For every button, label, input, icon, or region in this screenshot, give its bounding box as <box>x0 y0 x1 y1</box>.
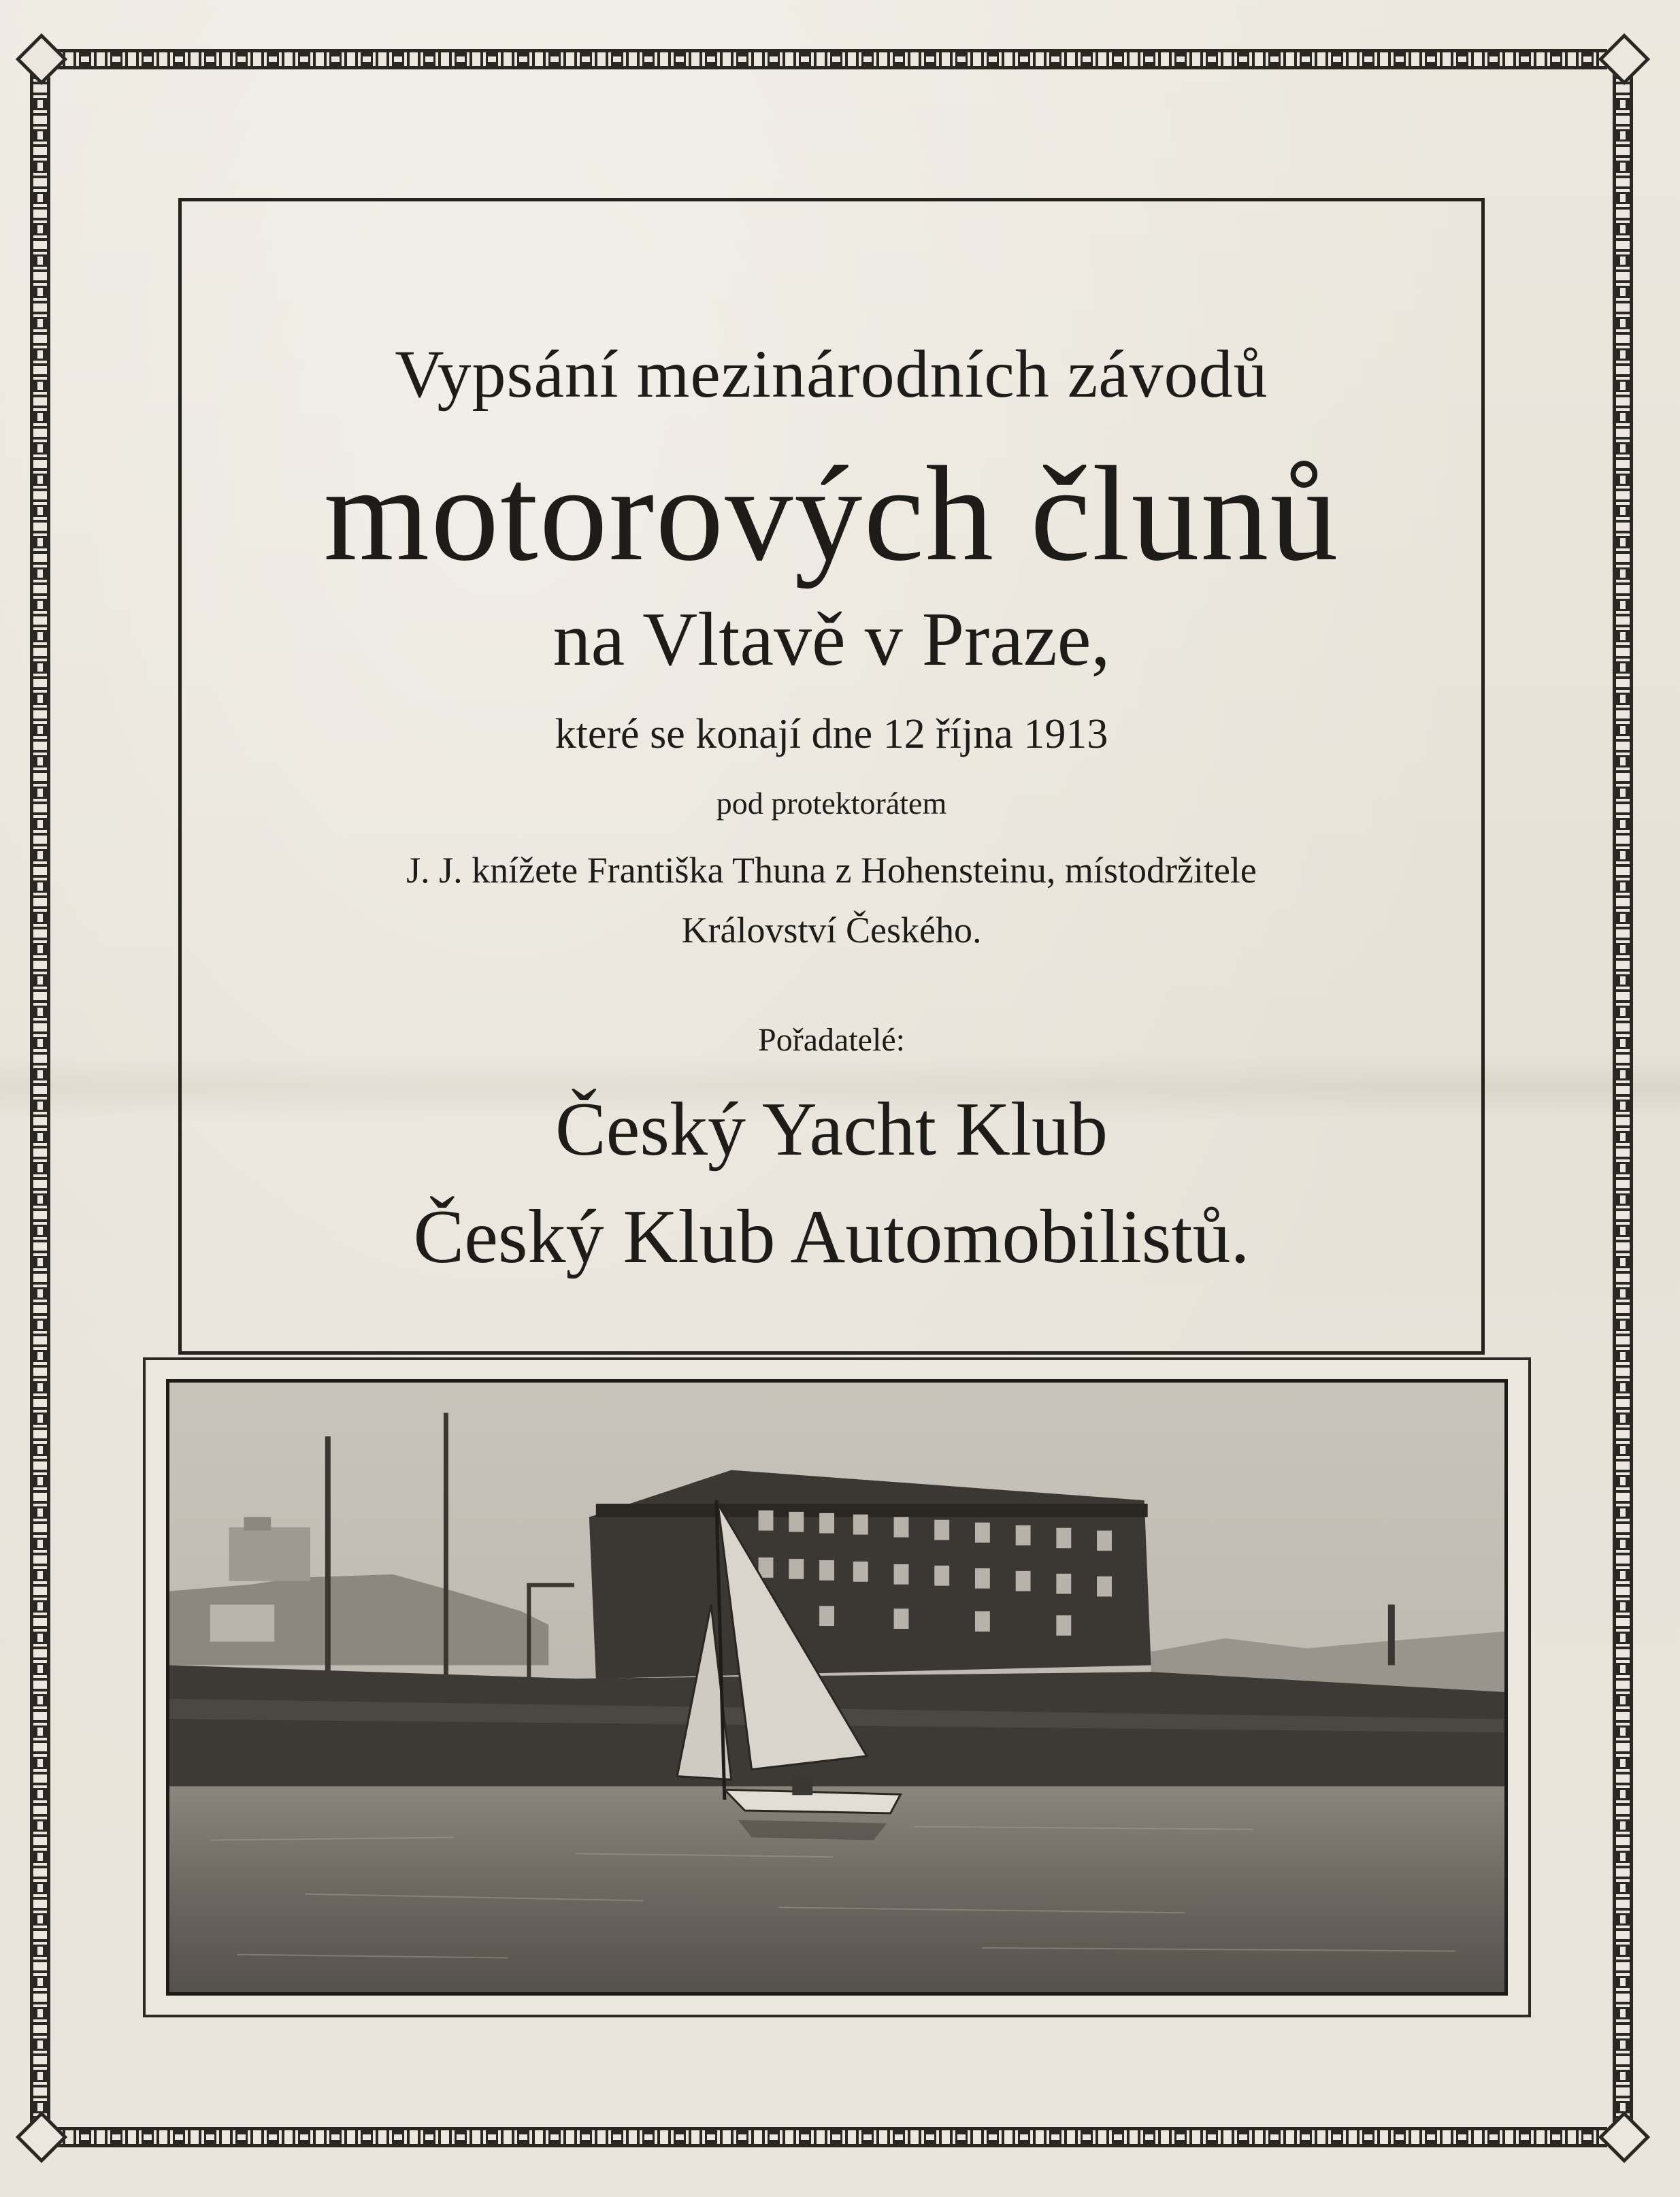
sailboat-photo-image <box>169 1383 1504 1992</box>
pole <box>325 1436 331 1692</box>
race-date: které se konají dne 12 října 1913 <box>555 711 1108 757</box>
organizers-label: Pořadatelé: <box>758 1022 905 1058</box>
river-water <box>169 1786 1504 1992</box>
crane-arm <box>527 1583 574 1587</box>
announcement-subtitle: Vypsání mezinárodních závodů <box>395 336 1268 412</box>
castle-building <box>229 1527 310 1581</box>
patron-title: Království Českého. <box>681 910 982 951</box>
organizer-2: Český Klub Automobilistů. <box>413 1195 1250 1279</box>
organizer-1: Český Yacht Klub <box>555 1087 1108 1172</box>
border-corner-ornament <box>16 2111 67 2163</box>
announcement-frame <box>178 198 1485 1355</box>
border-corner-ornament <box>1598 33 1650 85</box>
race-location: na Vltavě v Praze, <box>553 597 1110 682</box>
chimney <box>1388 1604 1395 1665</box>
border-left <box>30 61 50 2130</box>
sailor-figure <box>792 1777 812 1796</box>
clubhouse-roof-rail <box>596 1504 1148 1517</box>
border-corner-ornament <box>16 33 67 85</box>
crane-post <box>527 1585 531 1685</box>
castle-tower <box>244 1517 271 1531</box>
border-corner-ornament <box>1598 2111 1650 2163</box>
patronage-label: pod protektorátem <box>716 786 947 821</box>
announcement-title: motorových člunů <box>323 439 1340 589</box>
pole <box>444 1413 448 1702</box>
border-top <box>42 49 1607 69</box>
sailboat-hull <box>725 1789 901 1813</box>
border-right <box>1613 61 1633 2130</box>
river-photograph <box>166 1379 1508 1996</box>
border-bottom <box>42 2127 1607 2147</box>
photo-frame <box>143 1357 1531 2017</box>
small-house <box>210 1604 275 1641</box>
patron-name: J. J. knížete Františka Thuna z Hohensteinu, místodržitele <box>406 850 1257 891</box>
sailboat-reflection <box>738 1820 887 1840</box>
